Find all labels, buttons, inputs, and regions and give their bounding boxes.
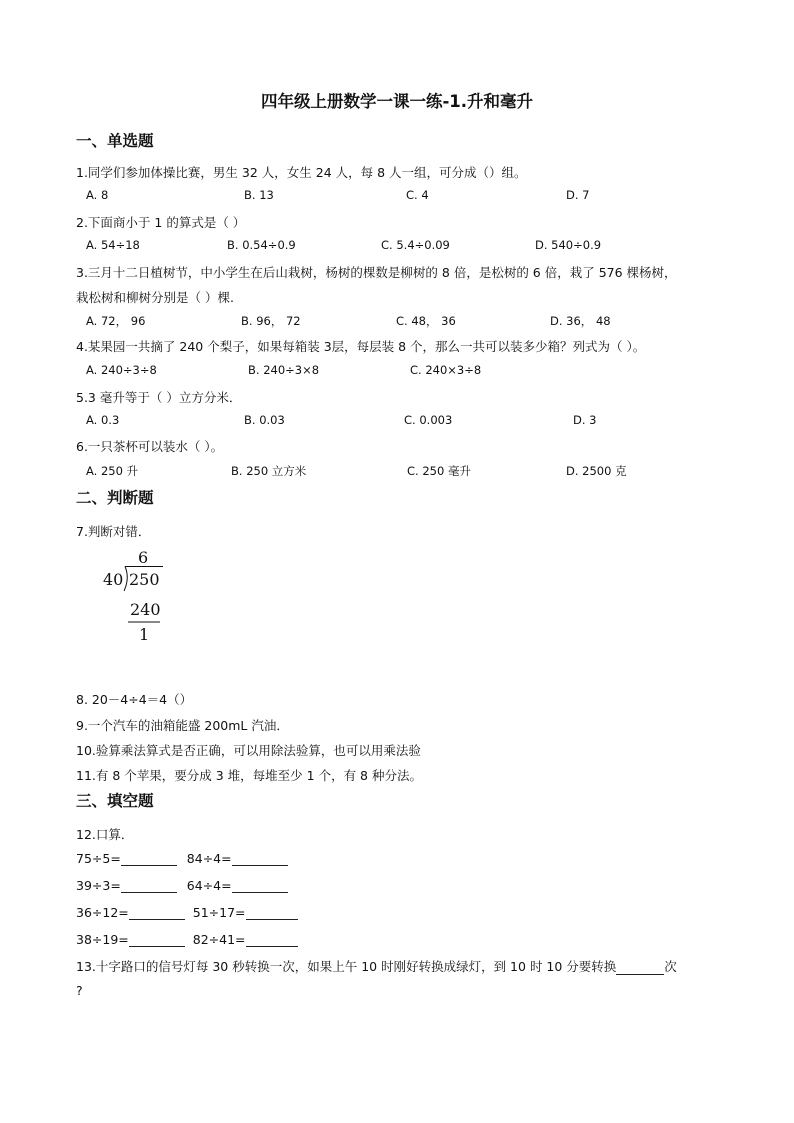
answer-blank[interactable]	[246, 933, 298, 947]
q1-option-a: A. 8	[86, 188, 109, 202]
q4-option-a: A. 240÷3÷8	[86, 363, 157, 377]
mental-math-expression: 64÷4=	[186, 878, 232, 893]
division-product: 240	[130, 600, 161, 619]
q3-option-d: D. 36， 48	[550, 314, 611, 328]
mental-math-expression: 51÷17=	[192, 905, 246, 920]
answer-blank[interactable]	[616, 961, 664, 975]
section-heading-single-choice: 一、单选题	[76, 132, 154, 150]
q6-option-a: A. 250 升	[86, 464, 139, 478]
q4-option-c: C. 240×3÷8	[410, 363, 482, 377]
q5-option-c: C. 0.003	[404, 413, 453, 427]
answer-blank[interactable]	[232, 879, 288, 893]
question-13-text: 13.十字路口的信号灯每 30 秒转换一次，如果上午 10 时刚好转换成绿灯，到 10 时 10 分要转换	[76, 959, 617, 974]
mental-math-row	[76, 851, 288, 866]
question-12: 12.口算．	[76, 827, 134, 842]
question-11: 11.有 8 个苹果，要分成 3 堆，每堆至少 1 个，有 8 种分法。	[76, 768, 422, 783]
question-10: 10.验算乘法算式是否正确，可以用除法验算，也可以用乘法验	[76, 743, 421, 758]
question-6: 6.一只茶杯可以装水（ ）。	[76, 439, 224, 454]
page-title: 四年级上册数学一课一练-1.升和毫升	[260, 92, 534, 111]
q5-option-b: B. 0.03	[244, 413, 285, 427]
q1-option-d: D. 7	[566, 188, 590, 202]
mental-math-row	[76, 932, 298, 947]
long-division-figure	[96, 545, 176, 650]
mental-math-expression: 75÷5=	[76, 851, 121, 866]
question-3-line-2: 栽松树和柳树分别是（ ）棵.	[76, 290, 234, 305]
mental-math-expression: 38÷19=	[76, 932, 129, 947]
q6-option-d: D. 2500 克	[566, 464, 627, 478]
division-subtraction-line	[128, 621, 160, 623]
mental-math-expression: 82÷41=	[192, 932, 246, 947]
question-4: 4.某果园一共摘了 240 个梨子，如果每箱装 3层，每层装 8 个，那么一共可以装多少箱？列式为（ ）。	[76, 339, 646, 354]
q2-option-b: B. 0.54÷0.9	[227, 238, 296, 252]
question-13-tail: 次	[664, 959, 677, 974]
question-8: 8. 20－4÷4＝4（）	[76, 692, 193, 707]
q3-option-c: C. 48， 36	[396, 314, 456, 328]
answer-blank[interactable]	[246, 906, 298, 920]
q2-option-d: D. 540÷0.9	[535, 238, 602, 252]
mental-math-expression: 36÷12=	[76, 905, 129, 920]
answer-blank[interactable]	[121, 852, 177, 866]
mental-math-expression: 39÷3=	[76, 878, 121, 893]
question-9: 9.一个汽车的油箱能盛 200mL 汽油．	[76, 718, 289, 733]
answer-blank[interactable]	[129, 933, 185, 947]
division-divisor: 40	[103, 570, 124, 589]
q6-option-c: C. 250 毫升	[407, 464, 471, 478]
q1-option-b: B. 13	[244, 188, 274, 202]
division-remainder: 1	[139, 625, 150, 644]
division-quotient: 6	[138, 548, 149, 567]
division-dividend: 250	[129, 570, 160, 589]
mental-math-row	[76, 905, 298, 920]
question-5: 5.3 毫升等于（ ）立方分米．	[76, 390, 242, 405]
question-1: 1.同学们参加体操比赛，男生 32 人，女生 24 人，每 8 人一组，可分成（）组。	[76, 165, 527, 180]
q1-option-c: C. 4	[406, 188, 429, 202]
answer-blank[interactable]	[121, 879, 177, 893]
answer-blank[interactable]	[129, 906, 185, 920]
question-2: 2.下面商小于 1 的算式是（ ）	[76, 215, 246, 230]
q2-option-a: A. 54÷18	[86, 238, 140, 252]
q2-option-c: C. 5.4÷0.09	[381, 238, 450, 252]
q4-option-b: B. 240÷3×8	[248, 363, 320, 377]
q6-option-b: B. 250 立方米	[231, 464, 307, 478]
q3-option-b: B. 96， 72	[241, 314, 301, 328]
q5-option-a: A. 0.3	[86, 413, 120, 427]
question-13	[76, 957, 677, 975]
mental-math-expression: 84÷4=	[186, 851, 232, 866]
question-7: 7.判断对错．	[76, 524, 151, 539]
question-13-line-2: ?	[76, 983, 83, 998]
answer-blank[interactable]	[232, 852, 288, 866]
q5-option-d: D. 3	[573, 413, 597, 427]
section-heading-true-false: 二、判断题	[76, 489, 154, 507]
mental-math-row	[76, 878, 288, 893]
question-3-line-1: 3.三月十二日植树节，中小学生在后山栽树，杨树的棵数是柳树的 8 倍，是松树的 6 倍，栽了 576 棵杨树，	[76, 265, 677, 280]
q3-option-a: A. 72， 96	[86, 314, 146, 328]
section-heading-fill-blank: 三、填空题	[76, 792, 154, 810]
